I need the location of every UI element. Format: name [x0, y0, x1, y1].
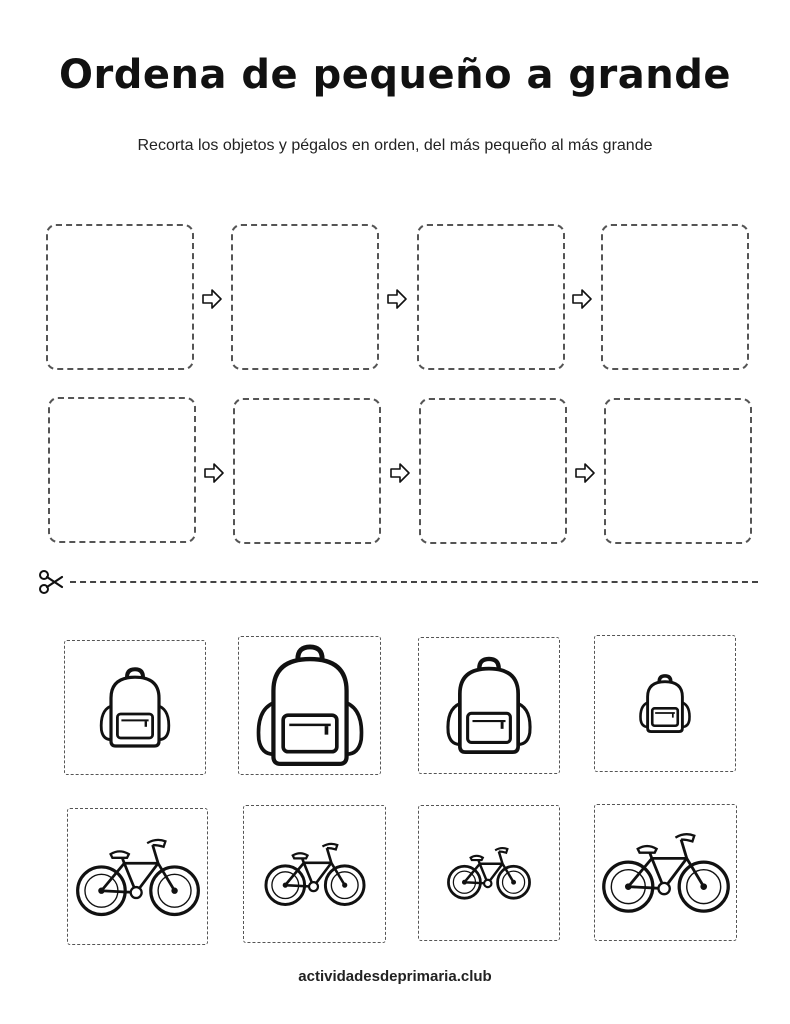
cutout-card-bicycle[interactable]	[67, 808, 208, 945]
bicycle-icon	[74, 834, 202, 920]
paste-box-row2-4[interactable]	[604, 398, 752, 544]
cutout-card-bicycle[interactable]	[418, 805, 560, 941]
backpack-icon	[636, 673, 694, 735]
backpack-icon	[440, 655, 538, 757]
cutout-card-backpack[interactable]	[418, 637, 560, 774]
cutout-card-bicycle[interactable]	[243, 805, 386, 943]
arrow-right-icon	[574, 462, 596, 484]
bicycle-icon	[263, 839, 367, 909]
cutout-card-bicycle[interactable]	[594, 804, 737, 941]
cutout-card-backpack[interactable]	[64, 640, 206, 775]
arrow-right-icon	[389, 462, 411, 484]
paste-box-row2-2[interactable]	[233, 398, 381, 544]
paste-box-row1-2[interactable]	[231, 224, 379, 370]
arrow-right-icon	[201, 288, 223, 310]
paste-box-row1-4[interactable]	[601, 224, 749, 370]
cut-line	[70, 581, 758, 583]
backpack-icon	[248, 642, 372, 770]
bicycle-icon	[600, 828, 732, 917]
page-title: Ordena de pequeño a grande	[59, 52, 731, 98]
bicycle-icon	[446, 844, 532, 902]
cutout-card-backpack[interactable]	[238, 636, 381, 775]
arrow-right-icon	[386, 288, 408, 310]
footer-site-url: actividadesdeprimaria.club	[298, 968, 492, 985]
arrow-right-icon	[203, 462, 225, 484]
instruction-text: Recorta los objetos y pégalos en orden, del más pequeño al más grande	[137, 137, 653, 154]
scissors-icon	[38, 570, 64, 594]
paste-box-row1-3[interactable]	[417, 224, 565, 370]
paste-box-row2-3[interactable]	[419, 398, 567, 544]
paste-box-row1-1[interactable]	[46, 224, 194, 370]
backpack-icon	[95, 666, 175, 750]
paste-box-row2-1[interactable]	[48, 397, 196, 543]
cutout-card-backpack[interactable]	[594, 635, 736, 772]
arrow-right-icon	[571, 288, 593, 310]
